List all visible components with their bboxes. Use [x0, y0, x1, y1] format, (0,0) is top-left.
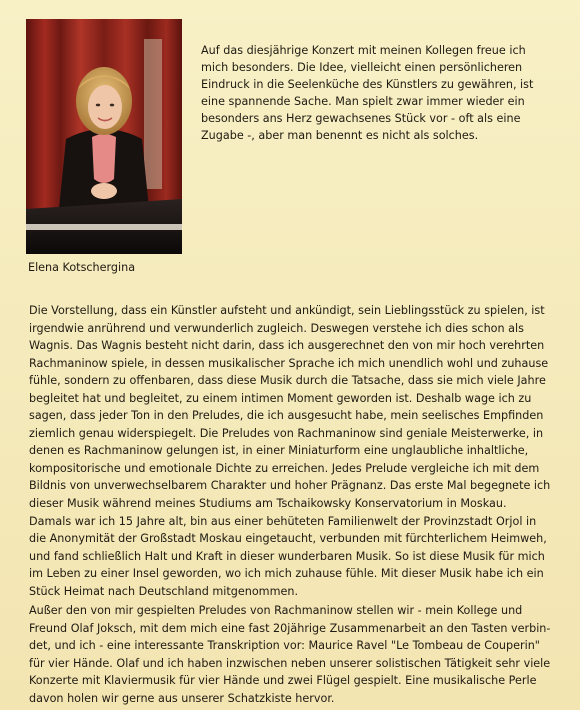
body-line: sagen, dass jeder Ton in den Preludes, die ich ausgesucht habe, mein seelisches Empfinden: [29, 409, 544, 423]
body-paragraph-2: [29, 602, 559, 707]
body-line: Die Vorstellung, dass ein Künstler aufsteht und ankündigt, sein Lieblingsstück zu spielen, ist: [29, 304, 545, 317]
body-line: im Leben zu einer Insel geworden, wo ich mich zuhause fühle. Mit dieser Musik habe ich ein: [29, 567, 544, 581]
body-line: kompositorische und emotionale Dichte zu erreichen. Jedes Prelude vergleiche ich mit dem: [29, 461, 540, 475]
intro-line: Eindruck in die Seelenküche des Künstlers zu gewähren, ist: [201, 78, 534, 91]
body-line: Freund Olaf Joksch, mit dem mich eine fast 20jährige Zusammenarbeit an den Tasten verbin-: [29, 621, 551, 635]
body-line: denen es Rachmaninow gelungen ist, in einer Miniaturform eine unglaubliche inhaltliche,: [29, 444, 529, 458]
intro-line: Zugabe -, aber man benennt es nicht als solches.: [201, 129, 479, 142]
body-line: die Anonymität der Großstadt Moskau eingetaucht, verbunden mit fürchterlichem Heimweh,: [29, 532, 547, 546]
body-paragraph-1: [29, 302, 559, 600]
portrait-icon: [26, 19, 182, 254]
body-line: Damals war ich 15 Jahre alt, bin aus einer behüteten Familienwelt der Provinzstadt Orjol in: [29, 514, 537, 528]
body-line: ziemlich genau widerspiegelt. Die Preludes von Rachmaninow sind geniale Meisterwerke, in: [29, 426, 544, 440]
body-line: Bildnis von unverwechselbarem Charakter und hoher Prägnanz. Das erste Mal begegnete ich: [29, 479, 551, 493]
body-line: Wagnis. Das Wagnis besteht nicht darin, dass ich ausgerechnet den von mir hoch verehrten: [29, 339, 545, 353]
intro-line: Auf das diesjährige Konzert mit meinen Kollegen freue ich: [201, 44, 526, 57]
intro-paragraph: [201, 42, 561, 144]
intro-line: besonders ans Herz gewachsenes Stück vor - oft als eine: [201, 112, 521, 125]
body-line: Stück Heimat nach Deutschland mitgenommen.: [29, 584, 299, 598]
body-line: Rachmaninow spiele, in dessen musikalischer Sprache ich mich unendlich wohl und zuhause: [29, 356, 549, 370]
body-line: für vier Hände. Olaf und ich haben inzwischen neben unserer solistischen Tätigkeit sehr viele: [29, 656, 551, 670]
body-line: davon holen wir gerne aus unserer Schatzkiste hervor.: [29, 691, 335, 705]
body-line: und fand schließlich Halt und Kraft in dieser wunderbaren Musik. So ist diese Musik für mich: [29, 549, 545, 563]
intro-line: eine spannende Sache. Man spielt zwar immer wieder ein: [201, 95, 525, 108]
body-line: Außer den von mir gespielten Preludes von Rachmaninow stellen wir - mein Kollege und: [29, 604, 523, 617]
body-line: begleitet hat und begleitet, zu einem intimen Moment geworden ist. Deshalb wage ich zu: [29, 391, 532, 405]
body-line: det, und ich - eine interessante Transkription vor: Maurice Ravel "Le Tombeau de Couperin": [29, 639, 540, 653]
photo-caption: Elena Kotschergina: [28, 261, 136, 274]
intro-line: mich besonders. Die Idee, vielleicht einen persönlicheren: [201, 61, 523, 74]
portrait-photo: [26, 19, 182, 254]
body-line: fühle, sondern zu offenbaren, dass diese Musik durch die Tatsache, dass sie mich viele Jahre: [29, 374, 546, 388]
body-line: irgendwie anrührend und verwunderlich zugleich. Deswegen verstehe ich dies schon als: [29, 321, 524, 335]
body-line: Konzerte mit Klaviermusik für vier Hände und zwei Flügel gespielt. Eine musikalische Perle: [29, 674, 537, 688]
body-line: dieser Musik während meines Studiums am Tschaikowsky Konservatorium in Moskau.: [29, 497, 507, 511]
